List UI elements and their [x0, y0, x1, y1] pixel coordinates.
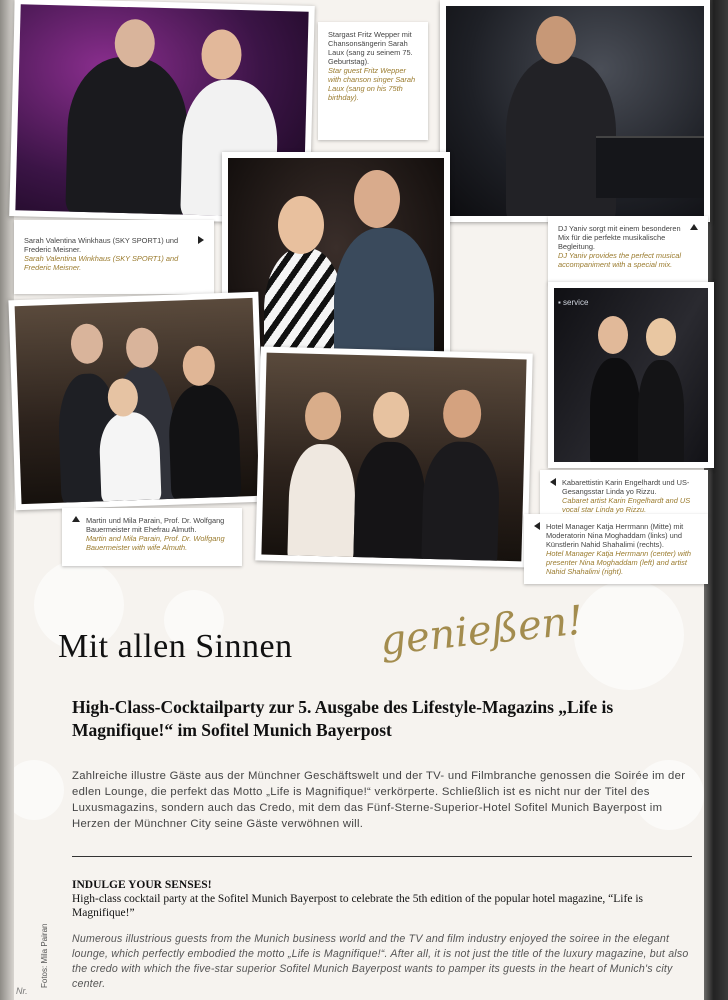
caption-yaniv — [548, 216, 708, 284]
backdrop-logo: ▪ service — [558, 298, 589, 307]
arrow-up-icon — [72, 516, 80, 522]
caption-yaniv-en: DJ Yaniv provides the perfect musical accompaniment with a special mix. — [558, 251, 681, 269]
caption-herrmann-en: Hotel Manager Katja Herrmann (center) with presenter Nina Moghaddam (left) and artist Nahid Shahalimi (right). — [546, 549, 691, 576]
caption-parain-en: Martin and Mila Parain, Prof. Dr. Wolfgang Bauermeister with wife Almuth. — [86, 534, 225, 552]
page-folio: Nr. — [16, 986, 28, 996]
english-summary-header — [72, 878, 692, 920]
arrow-right-icon — [198, 236, 204, 244]
caption-wepper — [318, 22, 428, 140]
english-subhead: High-class cocktail party at the Sofitel Munich Bayerpost to celebrate the 5th edition of the popular hotel magazine, “Life is Magnifique!” — [72, 893, 643, 919]
caption-engelhardt-de: Kabarettistin Karin Engelhardt und US-Gesangsstar Linda yo Rizzu. — [562, 478, 690, 496]
bokeh-light — [574, 580, 684, 690]
bokeh-light — [14, 760, 64, 820]
photo-dj-yaniv — [440, 0, 710, 222]
caption-herrmann-de: Hotel Manager Katja Herrmann (Mitte) mit Moderatorin Nina Moghaddam (links) und Künstlerin Nahid Shahalimi (rechts). — [546, 522, 684, 549]
photo-parain-bauermeister — [8, 292, 265, 511]
article-headline: Mit allen Sinnen — [58, 628, 293, 665]
article-subhead: High-Class-Cocktailparty zur 5. Ausgabe des Lifestyle-Magazins „Life is Magnifique!“ im Sofitel Munich Bayerpost — [72, 697, 614, 740]
article-body-de: Zahlreiche illustre Gäste aus der Münchner Geschäftswelt und der TV- und Filmbranche genossen die Soirée im der edlen Lounge, die perfekt das Motto „Life is Magnifique!“ verkörperte. Schließlich ist es nicht nur der Titel des Luxusmagazins, sondern auch das Credo, mit dem das Fünf-Sterne-Superior-Hotel Sofitel Munich Bayerpost im Herzen der Münchner City seine Gäste verwöhnen will. — [72, 770, 686, 830]
arrow-left-icon — [550, 478, 556, 486]
caption-yaniv-de: DJ Yaniv sorgt mit einem besonderen Mix für die perfekte musikalische Begleitung. — [558, 224, 681, 251]
section-divider — [72, 856, 692, 857]
caption-parain — [62, 508, 242, 566]
arrow-left-icon — [534, 522, 540, 530]
caption-herrmann — [524, 514, 708, 584]
photo-herrmann-moghaddam-shahalimi — [255, 346, 533, 567]
arrow-up-icon — [690, 224, 698, 230]
photo-engelhardt-rizzu — [548, 282, 714, 468]
caption-winkhaus — [14, 220, 214, 294]
article-headline-script: genießen! — [378, 597, 586, 665]
caption-wepper-en: Star guest Fritz Wepper with chanson singer Sarah Laux (sang on his 75th birthday). — [328, 66, 416, 102]
photo-credit: Fotos: Mila Pairan — [40, 923, 49, 988]
caption-engelhardt — [540, 470, 708, 516]
dj-mixer — [596, 136, 704, 198]
caption-winkhaus-en: Sarah Valentina Winkhaus (SKY SPORT1) and Frederic Meisner. — [24, 254, 179, 272]
caption-engelhardt-en: Cabaret artist Karin Engelhardt and US vocal star Linda yo Rizzu. — [562, 496, 691, 514]
caption-wepper-de: Stargast Fritz Wepper mit Chansonsängerin Sarah Laux (sang zu seinem 75. Geburtstag). — [328, 30, 413, 66]
caption-parain-de: Martin und Mila Parain, Prof. Dr. Wolfgang Bauermeister mit Ehefrau Almuth. — [86, 516, 225, 534]
article-body-en: Numerous illustrious guests from the Munich business world and the TV and film industry enjoyed the soiree in the elegant lounge, which perfectly embodied the motto „Life is Magnifique!“. After all, it is not just the title of the luxury magazine, but also the credo with which the five-star superior Sofitel Munich Bayerpost wants to pamper its guests in the heart of Munich's city center. — [72, 933, 689, 990]
caption-winkhaus-de: Sarah Valentina Winkhaus (SKY SPORT1) und Frederic Meisner. — [24, 236, 179, 254]
english-title: INDULGE YOUR SENSES! — [72, 879, 212, 891]
